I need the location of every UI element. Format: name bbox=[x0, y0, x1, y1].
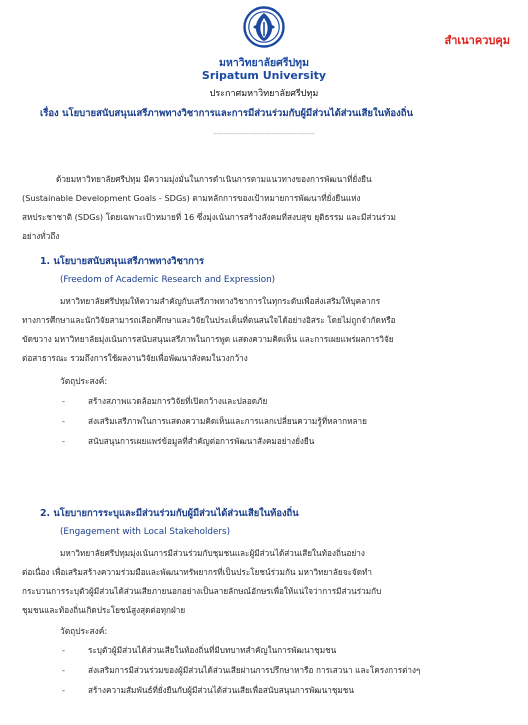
bullet-dash: - bbox=[62, 416, 65, 426]
university-name-thai: มหาวิทยาลัยศรีปทุม bbox=[218, 57, 309, 69]
section-1-body bbox=[22, 292, 396, 368]
list-item bbox=[62, 431, 367, 451]
section-1-body-line: ขัดขวาง มหาวิทยาลัยมุ่งเน้นการสนับสนุนเสรีภาพในการพูด แสดงความคิดเห็น และการเผยแพร่ผลการวิจัย bbox=[22, 334, 394, 344]
subject-line: เรื่อง นโยบายสนับสนุนเสรีภาพทางวิชาการและการมีส่วนร่วมกับผู้มีส่วนได้ส่วนเสียในท้องถิ่น bbox=[40, 108, 413, 119]
section-2-heading-english: (Engagement with Local Stakeholders) bbox=[60, 527, 231, 537]
section-2-body bbox=[22, 544, 381, 620]
dashed-divider: ---------------------------------------- bbox=[213, 130, 315, 138]
objective-text: ระบุตัวผู้มีส่วนได้ส่วนเสียในท้องถิ่นที่มีบทบาทสำคัญในการพัฒนาชุมชน bbox=[88, 645, 337, 655]
bullet-dash: - bbox=[62, 645, 65, 655]
list-item bbox=[62, 660, 420, 680]
university-seal-icon bbox=[243, 6, 285, 48]
bullet-dash: - bbox=[62, 436, 65, 446]
university-name-english: Sripatum University bbox=[201, 69, 327, 82]
list-item bbox=[62, 680, 420, 700]
section-2-objectives-label: วัตถุประสงค์: bbox=[60, 626, 108, 636]
intro-line: ด้วยมหาวิทยาลัยศรีปทุม มีความมุ่งมั่นในการดำเนินการตามแนวทางของการพัฒนาที่ยั่งยืน bbox=[56, 174, 372, 184]
announcement-title: ประกาศมหาวิทยาลัยศรีปทุม bbox=[209, 89, 319, 99]
intro-line: (Sustainable Development Goals - SDGs) ตามหลักการของเป้าหมายการพัฒนาที่ยั่งยืนแห่ง bbox=[22, 193, 361, 203]
objective-text: ส่งเสริมการมีส่วนร่วมของผู้มีส่วนได้ส่วนเสียผ่านการปรึกษาหารือ การเสวนา และโครงการต่างๆ bbox=[88, 665, 421, 675]
section-1-body-line: มหาวิทยาลัยศรีปทุมให้ความสำคัญกับเสรีภาพทางวิชาการในทุกระดับเพื่อส่งเสริมให้บุคลากร bbox=[60, 296, 381, 306]
copy-control-stamp: สำเนาควบคุม bbox=[444, 34, 510, 47]
objective-text: ส่งเสริมเสรีภาพในการแสดงความคิดเห็นและการแลกเปลี่ยนความรู้ที่หลากหลาย bbox=[88, 416, 367, 426]
intro-line: อย่างทั่วถึง bbox=[22, 231, 60, 241]
section-2-objectives-list bbox=[62, 640, 420, 700]
list-item bbox=[62, 640, 420, 660]
section-2-heading: 2. นโยบายการระบุและมีส่วนร่วมกับผู้มีส่วนได้ส่วนเสียในท้องถิ่น bbox=[40, 508, 299, 519]
section-1-body-line: ต่อสาธารณะ รวมถึงการใช้ผลงานวิจัยเพื่อพัฒนาสังคมในวงกว้าง bbox=[22, 353, 248, 363]
bullet-dash: - bbox=[62, 396, 65, 406]
section-2-body-line: มหาวิทยาลัยศรีปทุมมุ่งเน้นการมีส่วนร่วมกับชุมชนและผู้มีส่วนได้ส่วนเสียในท้องถิ่นอย่าง bbox=[60, 548, 365, 558]
bullet-dash: - bbox=[62, 665, 65, 675]
bullet-dash: - bbox=[62, 685, 65, 695]
section-1-objectives-label: วัตถุประสงค์: bbox=[60, 376, 108, 386]
intro-line: สหประชาชาติ (SDGs) โดยเฉพาะเป้าหมายที่ 16 ซึ่งมุ่งเน้นการสร้างสังคมที่สงบสุข ยุติธรรม และมีส่วนร่วม bbox=[22, 212, 396, 222]
section-2-body-line: ชุมชนและท้องถิ่นเกิดประโยชน์สูงสุดต่อทุกฝ่าย bbox=[22, 605, 186, 615]
section-1-body-line: ทางการศึกษาและนักวิจัยสามารถเลือกศึกษาและวิจัยในประเด็นที่ตนสนใจได้อย่างอิสระ โดยไม่ถูกจำกัดหรือ bbox=[22, 315, 396, 325]
list-item bbox=[62, 391, 367, 411]
section-2-body-line: ต่อเนื่อง เพื่อเสริมสร้างความร่วมมือและพัฒนาทรัพยากรที่เป็นประโยชน์ร่วมกัน มหาวิทยาลัยจะจัดทำ bbox=[22, 567, 373, 577]
section-1-objectives-list bbox=[62, 391, 367, 451]
section-1-heading-english: (Freedom of Academic Research and Expression) bbox=[60, 275, 276, 285]
objective-text: สนับสนุนการเผยแพร่ข้อมูลที่สำคัญต่อการพัฒนาสังคมอย่างยั่งยืน bbox=[88, 436, 315, 446]
section-2-body-line: กระบวนการระบุตัวผู้มีส่วนได้ส่วนเสียภายนอกอย่างเป็นลายลักษณ์อักษรเพื่อให้แน่ใจว่าการมีส่วนร่วมกับ bbox=[22, 586, 382, 596]
list-item bbox=[62, 411, 367, 431]
intro-paragraph bbox=[22, 170, 512, 246]
objective-text: สร้างความสัมพันธ์ที่ยั่งยืนกับผู้มีส่วนได้ส่วนเสียเพื่อสนับสนุนการพัฒนาชุมชน bbox=[88, 685, 354, 695]
objective-text: สร้างสภาพแวดล้อมการวิจัยที่เปิดกว้างและปลอดภัย bbox=[88, 396, 268, 406]
section-1-heading: 1. นโยบายสนับสนุนเสรีภาพทางวิชาการ bbox=[40, 256, 205, 267]
